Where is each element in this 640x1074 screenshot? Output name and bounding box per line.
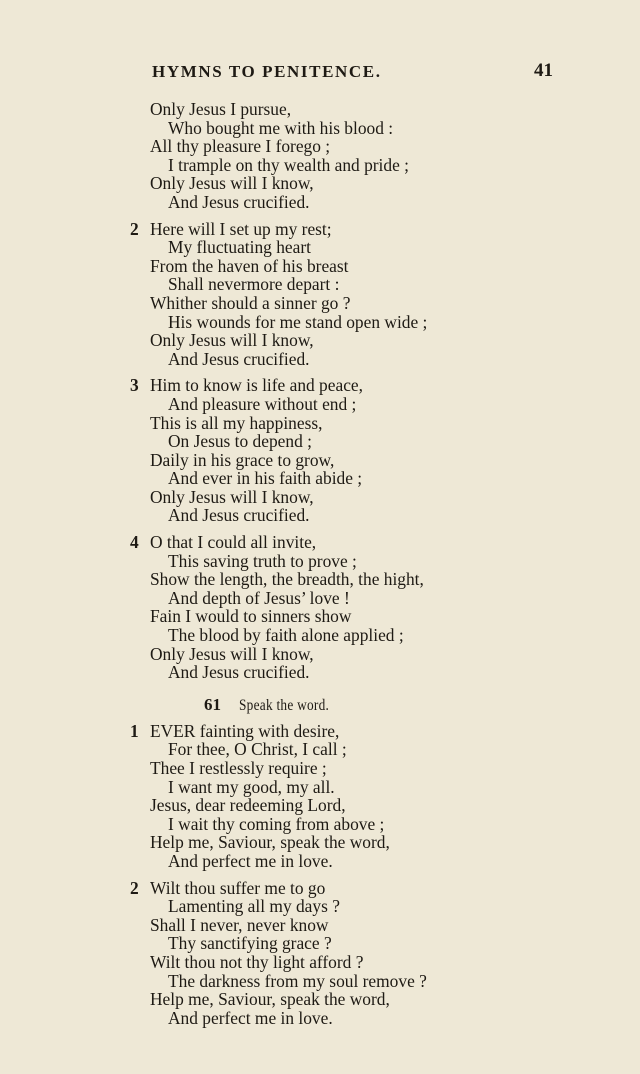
stanza-3: [128, 376, 618, 525]
stanza-line: Who bought me with his blood :: [168, 117, 394, 138]
stanza-number: 1: [130, 720, 139, 741]
stanza-line: [128, 220, 618, 239]
stanza-line: Only Jesus will I know,: [150, 330, 314, 351]
stanza-4: [128, 533, 618, 682]
stanza-line: My fluctuating heart: [168, 237, 311, 258]
stanza-line: Only Jesus will I know,: [150, 643, 314, 664]
running-head: HYMNS TO PENITENCE.: [152, 62, 382, 81]
stanza-line: And pleasure without end ;: [168, 393, 357, 414]
stanza-line: Thy sanctifying grace ?: [168, 933, 332, 954]
stanza-number: 2: [130, 218, 139, 239]
stanza-line: This is all my happiness,: [150, 412, 323, 433]
stanza-line: [128, 376, 618, 395]
stanza-line: Only Jesus will I know,: [150, 173, 314, 194]
hymn-61: [128, 722, 618, 1028]
stanza-line: And Jesus crucified.: [168, 348, 310, 369]
stanza-line: And depth of Jesus’ love !: [168, 587, 350, 608]
stanza-line: [128, 533, 618, 552]
stanza-line: Help me, Saviour, speak the word,: [150, 832, 390, 853]
stanza-line: And Jesus crucified.: [168, 662, 310, 683]
stanza-line: I want my good, my all.: [168, 776, 335, 797]
page-number: 41: [534, 60, 553, 81]
stanza-line-text: O that I could all invite,: [150, 532, 317, 553]
stanza-line: Whither should a sinner go ?: [150, 292, 351, 313]
stanza-line-text: Him to know is life and peace,: [150, 375, 363, 396]
stanza-line: Daily in his grace to grow,: [150, 449, 335, 470]
stanza-line: And perfect me in love.: [168, 1007, 333, 1028]
stanza-line: Help me, Saviour, speak the word,: [150, 989, 390, 1010]
stanza-number: 3: [130, 375, 139, 396]
stanza-line: And Jesus crucified.: [168, 191, 310, 212]
stanza-line: Only Jesus I pursue,: [150, 99, 292, 119]
stanza-line: On Jesus to depend ;: [168, 431, 312, 452]
stanza-line: And Jesus crucified.: [168, 505, 310, 526]
stanza-2: [128, 220, 618, 369]
stanza-line: Show the length, the breadth, the hight,: [150, 569, 424, 590]
stanza-2: [128, 879, 618, 1028]
hymn-60-continued: [128, 100, 618, 682]
page-header: [0, 62, 640, 90]
stanza-line: I wait thy coming from above ;: [168, 813, 385, 834]
stanza-line: Only Jesus will I know,: [150, 486, 314, 507]
stanza-number: 2: [130, 877, 139, 898]
stanza-1: [128, 100, 618, 212]
hymn-heading: [128, 690, 618, 718]
stanza-line: [128, 879, 618, 898]
stanza-line: His wounds for me stand open wide ;: [168, 311, 428, 332]
stanza-line-text: Wilt thou suffer me to go: [150, 877, 326, 898]
stanza-line-text: Here will I set up my rest;: [150, 218, 332, 239]
stanza-line: Jesus, dear redeeming Lord,: [150, 795, 346, 816]
stanza-line-text: EVER fainting with desire,: [150, 720, 340, 741]
stanza-number: 4: [130, 532, 139, 553]
stanza-line: [128, 722, 618, 741]
stanza-line: From the haven of his breast: [150, 255, 349, 276]
page-content: [128, 100, 618, 1035]
stanza-line: The darkness from my soul remove ?: [168, 970, 427, 991]
stanza-line: All thy pleasure I forego ;: [150, 136, 331, 157]
stanza-1: [128, 722, 618, 871]
stanza-line: For thee, O Christ, I call ;: [168, 739, 347, 760]
stanza-line: Lamenting all my days ?: [168, 896, 340, 917]
stanza-line: This saving truth to prove ;: [168, 550, 357, 571]
hymn-number: 61: [204, 694, 221, 714]
stanza-line: The blood by faith alone applied ;: [168, 625, 404, 646]
stanza-line: Shall nevermore depart :: [168, 274, 340, 295]
stanza-line: I trample on thy wealth and pride ;: [168, 154, 409, 175]
stanza-line: Shall I never, never know: [150, 914, 329, 935]
stanza-line: Thee I restlessly require ;: [150, 758, 327, 778]
stanza-line: And ever in his faith abide ;: [168, 468, 363, 489]
hymn-title: Speak the word.: [239, 696, 330, 714]
stanza-line: Wilt thou not thy light afford ?: [150, 951, 364, 972]
stanza-line: And perfect me in love.: [168, 850, 333, 871]
stanza-line: Fain I would to sinners show: [150, 606, 352, 627]
